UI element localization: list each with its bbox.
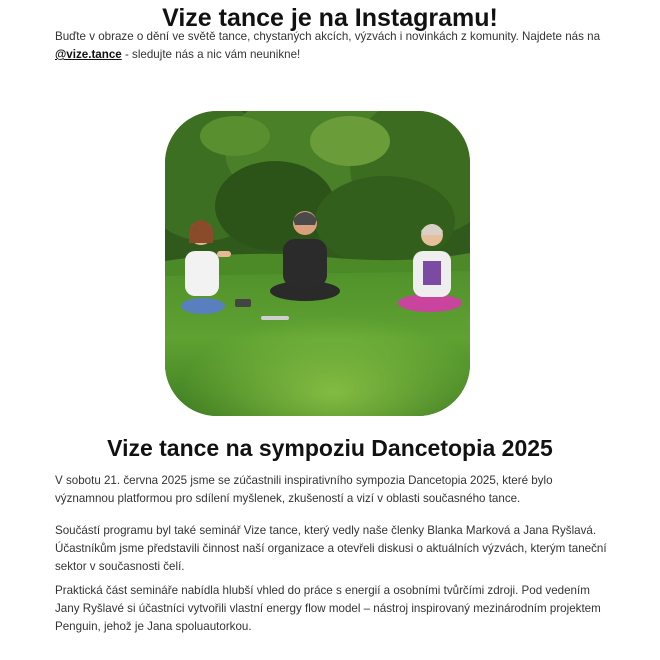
instagram-intro [55,28,615,64]
intro-text-before: Buďte v obraze o dění ve světě tance, chystaných akcích, výzvách i novinkách z komunity. Najdete nás na [55,30,601,43]
instagram-handle-link[interactable]: @vize.tance [55,48,122,61]
article-heading: Vize tance na sympoziu Dancetopia 2025 [107,435,553,461]
intro-text-after: - sledujte nás a nic vám neunikne! [121,48,301,61]
instagram-heading: Vize tance je na Instagramu! [162,4,498,32]
symposium-photo [165,111,470,416]
article-paragraph: Součástí programu byl také seminář Vize tance, který vedly naše členky Blanka Marková a Jana Ryšlavá. Účastníkům jsme představili činnost naší organizace a otevřeli diskusi o aktuálních výzvách, kterým taneční sektor v současnosti čelí. [55,524,607,573]
article-paragraph: V sobotu 21. června 2025 jsme se zúčastnili inspirativního sympozia Dancetopia 2025, které bylo významnou platformou pro sdílení myšlenek, zkušeností a vizí v oblasti současného tance. [55,474,553,505]
article-paragraph: Praktická část semináře nabídla hlubší vhled do práce s energií a osobními tvůrčími zdroji. Pod vedením Jany Ryšlavé si účastníci vytvořili vlastní energy flow model – nástroj inspirovaný mezinárodním projektem Penguin, jehož je Jana spoluautorkou. [55,584,601,633]
